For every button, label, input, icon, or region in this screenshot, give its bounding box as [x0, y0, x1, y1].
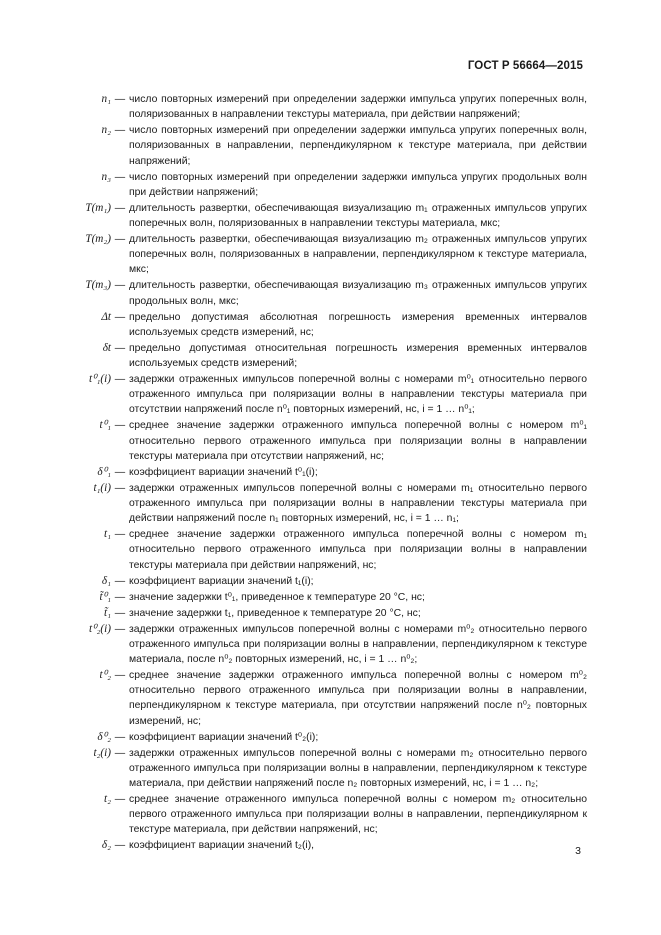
definition-text: число повторных измерений при определении задержки импульса упругих продольных волн при действии напряжений;: [129, 171, 587, 198]
standard-header: ГОСТ Р 56664—2015: [467, 60, 583, 72]
definition-symbol: t₂: [104, 793, 111, 806]
definition-item: [0, 481, 661, 527]
definition-item: [0, 606, 661, 621]
definition-symbol: n₃: [101, 170, 111, 183]
definition-text: длительность развертки, обеспечивающая визуализацию m₃ отраженных импульсов упругих продольных волн, мкс;: [129, 280, 587, 307]
definition-item: [0, 232, 661, 278]
definition-item: [0, 278, 661, 308]
definition-text: коэффициент вариации значений t⁰₂(i);: [129, 731, 319, 743]
definition-symbol: T(m₁): [85, 201, 111, 214]
definition-text: предельно допустимая абсолютная погрешность измерения временных интервалов используемых средств измерений, нс;: [129, 311, 587, 338]
definition-item: [0, 574, 661, 589]
definition-dash: —: [114, 607, 126, 619]
definition-text: коэффициент вариации значений t₂(i),: [129, 840, 315, 852]
definition-symbol: t⁰₁(i): [88, 373, 111, 386]
definition-symbol: δ₁: [101, 574, 111, 587]
definition-text: среднее значение задержки отраженного импульса поперечной волны с номером m⁰₁ относительно первого отраженного импульса при поляризации волны в направлении текстуры материала при отсутствии напряжений, нс;: [129, 420, 587, 462]
definition-symbol: n₂: [101, 124, 111, 137]
definition-text: длительность развертки, обеспечивающая визуализацию m₁ отраженных импульсов упругих поперечных волн, поляризованных в направлении текстуры материала, мкс;: [129, 202, 587, 230]
definition-dash: —: [114, 420, 126, 432]
definition-symbol: δ⁰₁: [97, 465, 111, 478]
definition-text: значение задержки t₁, приведенное к температуре 20 °С, нс;: [129, 607, 421, 619]
definition-symbol: δt: [102, 341, 111, 354]
definition-dash: —: [114, 482, 126, 494]
definition-text: среднее значение отраженного импульса поперечной волны с номером m₂ относительно первого отраженного импульса при поляризации волны в направлении, перпендикулярном к текстуре материала, при действии напряжений, нс;: [129, 794, 587, 836]
definition-item: [0, 341, 661, 371]
definition-item: [0, 123, 661, 169]
definition-item: [0, 310, 661, 340]
definition-text: задержки отраженных импульсов поперечной волны с номерами m₁ относительно первого отраженного импульса при поляризации волны в направлении текстуры материала при действии напряжений после n₁ повторных измерений, нс, i = 1 … n₁;: [129, 482, 587, 525]
definition-dash: —: [114, 280, 126, 292]
definition-symbol: t⁰₂(i): [88, 622, 111, 635]
definition-item: [0, 92, 661, 122]
definition-dash: —: [114, 591, 126, 603]
definition-text: коэффициент вариации значений t⁰₁(i);: [129, 466, 318, 478]
page-number: 3: [575, 845, 581, 857]
definition-dash: —: [114, 529, 126, 541]
definition-text: длительность развертки, обеспечивающая визуализацию m₂ отраженных импульсов упругих поперечных волн, поляризованных в направлении, перпендикулярном к текстуре материала, мкс;: [129, 234, 587, 276]
definition-symbol: n₁: [101, 93, 111, 105]
definition-item: [0, 838, 661, 853]
definition-symbol: t₁(i): [93, 481, 111, 494]
definition-item: [0, 201, 661, 231]
definition-symbol: T(m₂): [85, 233, 111, 246]
definition-dash: —: [114, 342, 126, 354]
definition-dash: —: [114, 731, 126, 743]
definition-dash: —: [114, 94, 126, 105]
definition-dash: —: [114, 794, 126, 806]
definition-item: [0, 465, 661, 480]
definition-symbol: δ₂: [101, 839, 111, 852]
definition-dash: —: [114, 466, 126, 478]
definition-dash: —: [114, 171, 126, 183]
definition-text: задержки отраженных импульсов поперечной волны с номерами m₂ относительно первого отраженного импульса при поляризации волны в направлении, перпендикулярном к текстуре материала, при действии напряжений после n₂ повторных измерений, нс, i = 1 … n₂;: [129, 747, 587, 790]
definition-dash: —: [114, 202, 126, 214]
definition-dash: —: [114, 623, 126, 635]
definition-symbol: δ⁰₂: [97, 730, 111, 743]
definitions-list: [0, 92, 661, 854]
definition-item: [0, 792, 661, 838]
definition-symbol: t⁰₂: [99, 669, 111, 682]
definition-dash: —: [114, 125, 126, 137]
definition-item: [0, 622, 661, 668]
definition-item: [0, 746, 661, 792]
definition-item: [0, 418, 661, 464]
definition-symbol: t⁰₁: [99, 419, 111, 432]
definition-item: [0, 668, 661, 729]
definition-text: число повторных измерений при определении задержки импульса упругих поперечных волн, поляризованных в направлении текстуры материала, при действии напряжений;: [129, 94, 587, 121]
definition-dash: —: [114, 747, 126, 759]
definition-symbol: t₂(i): [93, 746, 111, 759]
definition-item: [0, 527, 661, 573]
definition-dash: —: [114, 311, 126, 323]
definition-dash: —: [114, 670, 126, 682]
definition-text: значение задержки t⁰₁, приведенное к температуре 20 °С, нс;: [129, 591, 425, 603]
definition-dash: —: [114, 374, 126, 386]
definition-item: [0, 590, 661, 605]
definition-symbol: t₁: [104, 528, 111, 541]
definition-text: задержки отраженных импульсов поперечной волны с номерами m⁰₁ относительно первого отраженного импульса при поляризации волны в направлении текстуры материала при отсутствии напряжений после n⁰₁ повторных измерений, нс, i = 1 … n⁰₁;: [129, 374, 587, 416]
definition-text: коэффициент вариации значений t₁(i);: [129, 575, 314, 587]
definition-text: задержки отраженных импульсов поперечной волны с номерами m⁰₂ относительно первого отраженного импульса при поляризации волны в направлении, перпендикулярном к текстуре материала, после n⁰₂ повторных измерений, нс, i = 1 … n⁰₂;: [129, 623, 587, 666]
definition-symbol: T(m₃): [85, 279, 111, 292]
definition-item: [0, 730, 661, 745]
definition-dash: —: [114, 840, 126, 852]
definition-symbol: t̃⁰₁: [99, 590, 111, 603]
definition-dash: —: [114, 234, 126, 246]
definition-text: предельно допустимая относительная погрешность измерения временных интервалов используемых средств измерений;: [129, 342, 587, 370]
definition-symbol: Δt: [101, 310, 111, 323]
definition-dash: —: [114, 575, 126, 587]
definition-text: среднее значение задержки отраженного импульса поперечной волны с номером m⁰₂ относительно первого отраженного импульса при поляризации волны в направлении, перпендикулярном к текстуре материала, при отсутствии напряжений после n⁰₂ повторных измерений, нс;: [129, 670, 587, 727]
definition-item: [0, 170, 661, 200]
definition-item: [0, 372, 661, 418]
definition-text: среднее значение задержки отраженного импульса поперечной волны с номером m₁ относительно первого отраженного импульса при поляризации волны в направлении текстуры материала при действии напряжений, нс;: [129, 529, 587, 571]
definition-text: число повторных измерений при определении задержки импульса упругих поперечных волн, поляризованных в направлении, перпендикулярном к текстуре материала, при действии напряжений;: [129, 125, 587, 167]
definition-symbol: t̃₁: [104, 606, 111, 619]
